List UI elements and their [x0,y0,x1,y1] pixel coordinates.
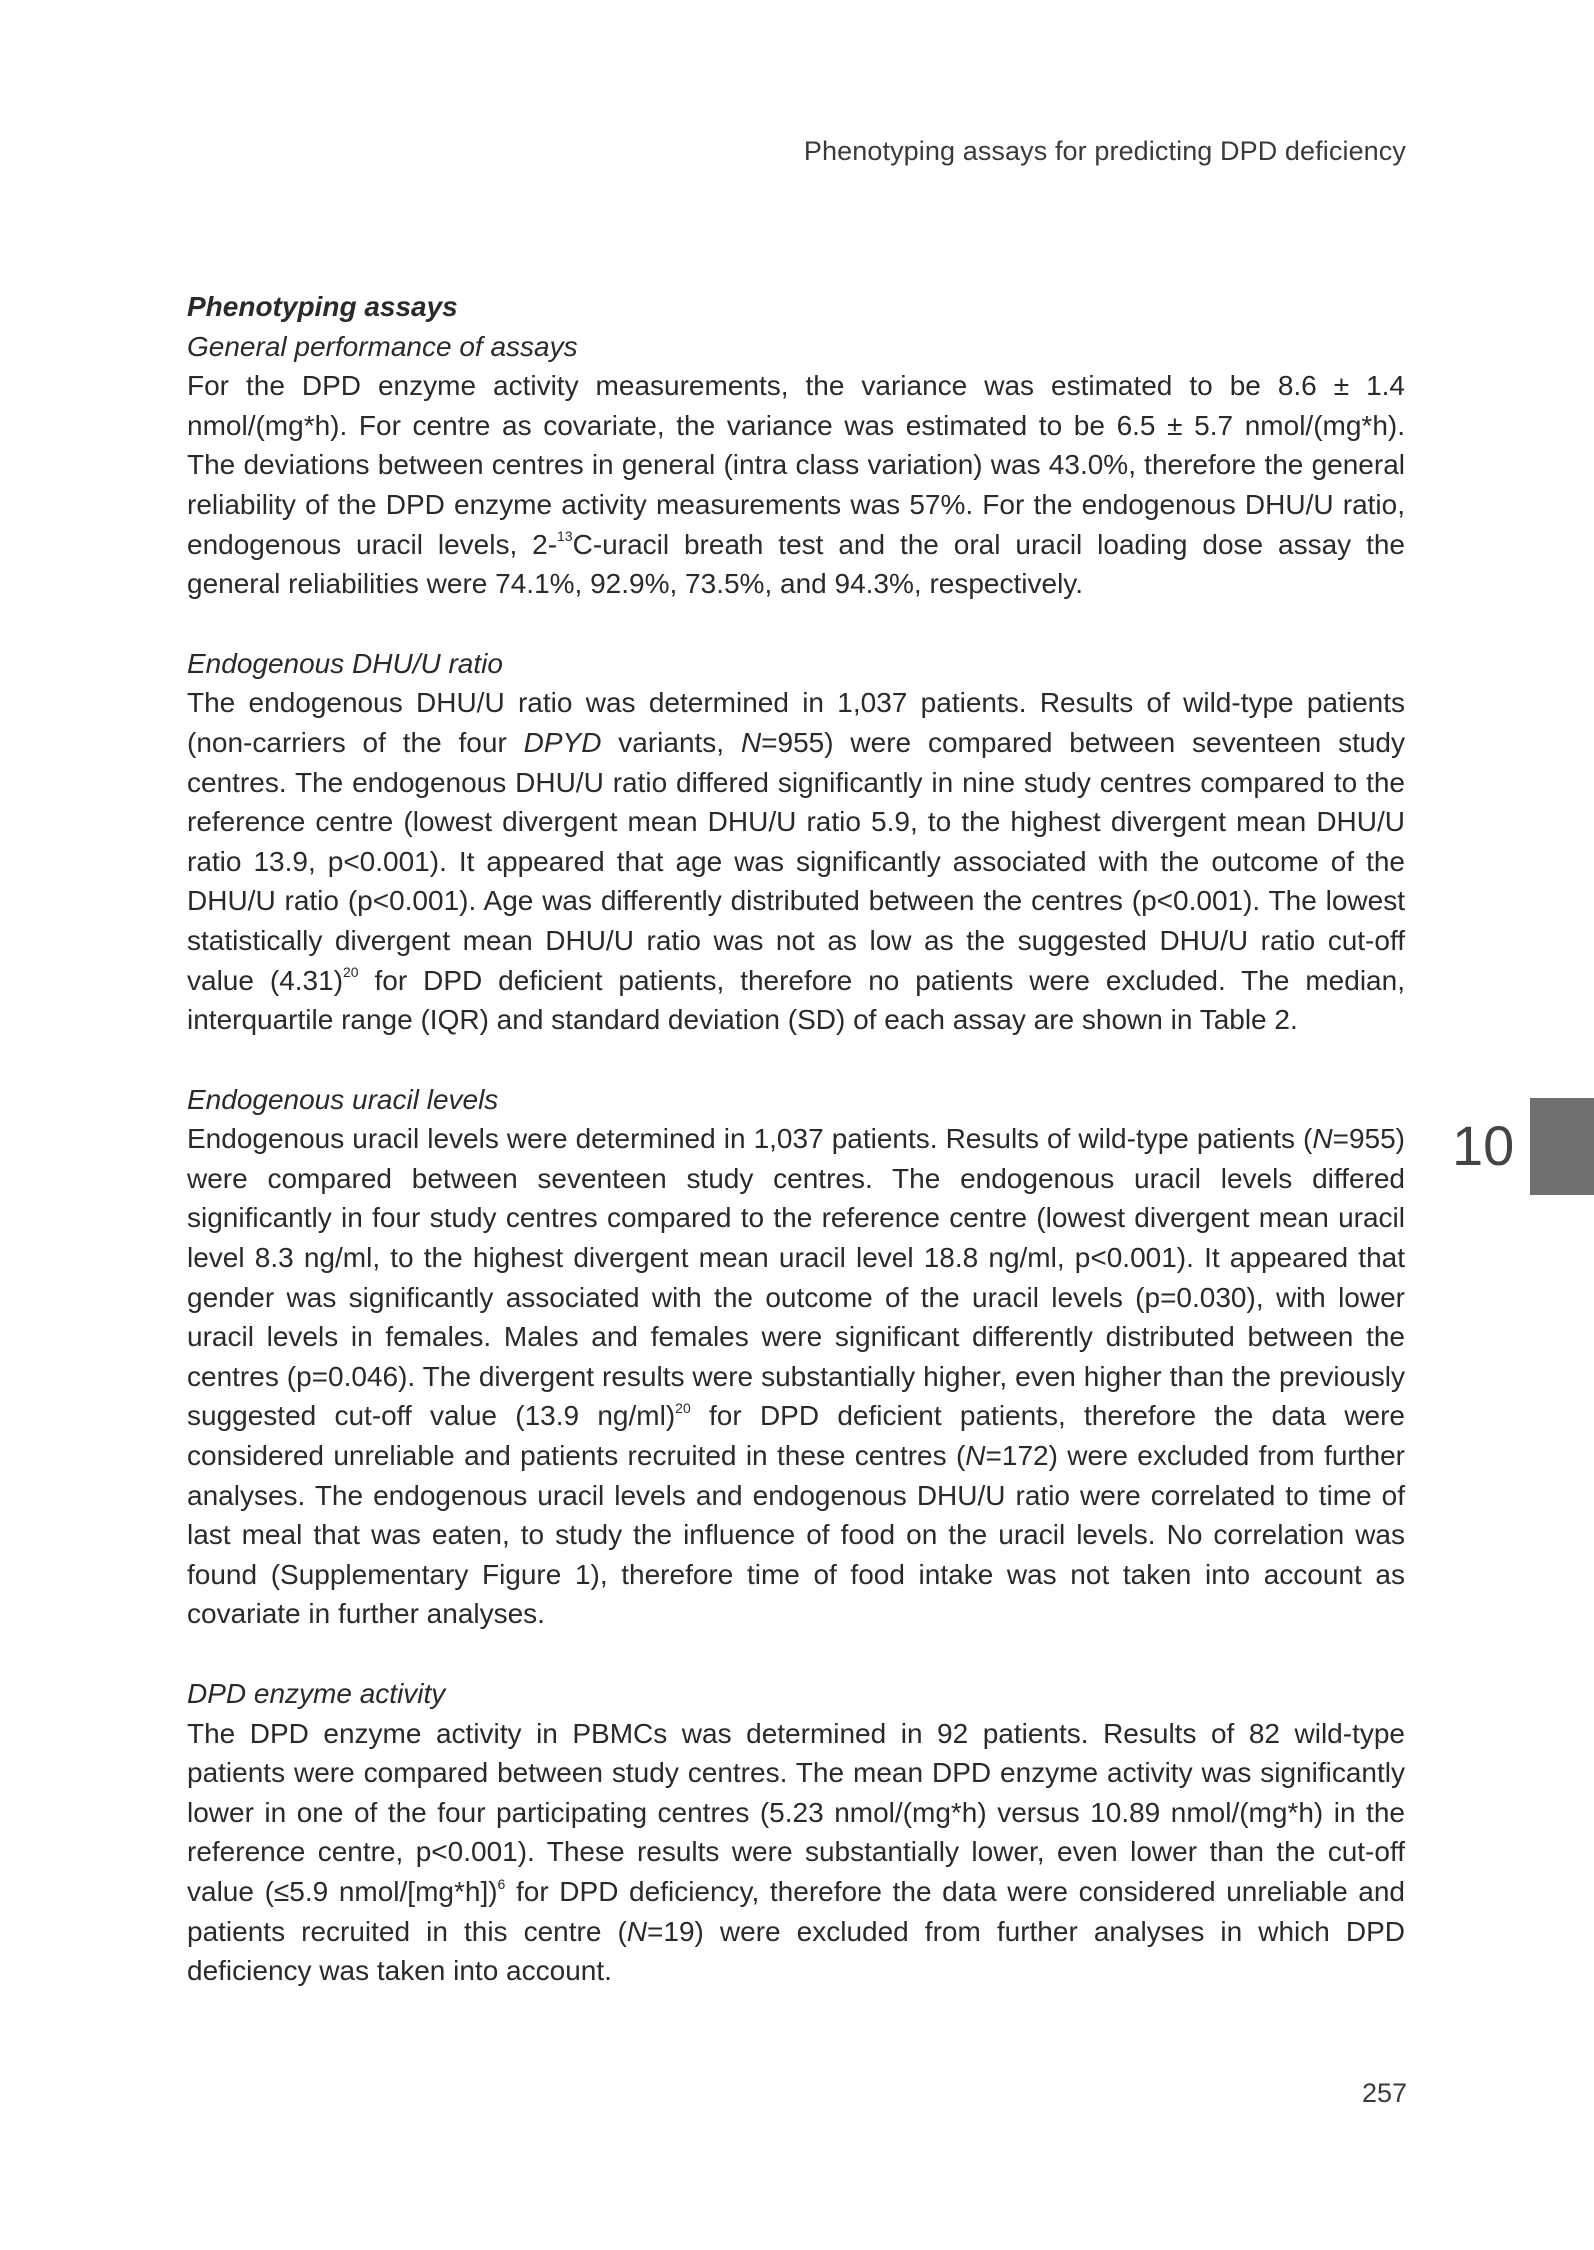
chapter-tab-marker [1530,1098,1594,1195]
subsection-title-uracil: Endogenous uracil levels [187,1083,499,1115]
page-number: 257 [1361,2078,1407,2108]
subsection-title-general: General performance of assays [187,330,578,362]
paragraph-uracil: Endogenous uracil levels were determined in 1,037 patients. Results of wild-type patients (N=955) were compared between seventeen study centres. The endogenous uracil levels differed significantly in four study centres compared to the reference centre (lowest divergent mean uracil level 8.3 ng/ml, to the highest divergent mean uracil level 18.8 ng/ml, p<0.001). It appeared that gender was significantly associated with the outcome of the uracil levels (p=0.030), with lower uracil levels in females. Males and females were significant differently distributed between the centres (p=0.046). The divergent results were substantially higher, even higher than the previously suggested cut-off value (13.9 ng/ml)$^{20}$ for DPD deficient patients, therefore the data were considered unreliable and patients recruited in these centres (N=172) were excluded from further analyses. The endogenous uracil levels and endogenous DHU/U ratio were correlated to time of last meal that was eaten, to study the influence of food on the uracil levels. No correlation was found (Supplementary Figure 1), therefore time of food intake was not taken into account as covariate in further analyses. [187,1123,1406,1630]
running-header: Phenotyping assays for predicting DPD deficiency [803,136,1406,166]
superscript: 13 [557,528,573,545]
subsection-title-dhu: Endogenous DHU/U ratio [187,647,503,679]
paragraph-dpd: The DPD enzyme activity in PBMCs was determined in 92 patients. Results of 82 wild-type patients were compared between study centres. The mean DPD enzyme activity was significantly lower in one of the four participating centres (5.23 nmol/(mg*h) versus 10.89 nmol/(mg*h) in the reference centre, p<0.001). These results were substantially lower, even lower than the cut-off value (≤5.9 nmol/[mg*h])$^6$ for DPD deficiency, therefore the data were considered unreliable and patients recruited in this centre (N=19) were excluded from further analyses in which DPD deficiency was taken into account. [187,1717,1406,1987]
paragraph-dhu: The endogenous DHU/U ratio was determined in 1,037 patients. Results of wild-type patients (non-carriers of the four DPYD variants, N=955) were compared between seventeen study centres. The endogenous DHU/U ratio differed significantly in nine study centres compared to the reference centre (lowest divergent mean DHU/U ratio 5.9, to the highest divergent mean DHU/U ratio 13.9, p<0.001). It appeared that age was significantly associated with the outcome of the DHU/U ratio (p<0.001). Age was differently distributed between the centres (p<0.001). The lowest statistically divergent mean DHU/U ratio was not as low as the suggested DHU/U ratio cut-off value $(4.31)^{20}$ for DPD deficient patients, therefore no patients were excluded. The median, interquartile range (IQR) and standard deviation (SD) of each assay are shown in Table 2. [187,687,1405,1036]
section-title: Phenotyping assays [187,291,458,322]
citation-superscript: 20 [675,1400,691,1417]
body-text [187,287,1405,1991]
citation-superscript: 20 [343,964,359,981]
subsection-title-dpd: DPD enzyme activity [187,1678,446,1709]
paragraph-general: For the DPD enzyme activity measurements, the variance was estimated to be 8.6 ± 1.4 nmol/(mg*h). For centre as covariate, the variance was estimated to be 6.5 ± 5.7 nmol/(mg*h). The deviations between centres in general (intra class variation) was 43.0%, therefore the general reliability of the DPD enzyme activity measurements was 57%. For the endogenous DHU/U ratio, endogenous uracil levels, 2-$^{13}$C-uracil breath test and the oral uracil loading dose assay the general reliabilities were 74.1%, 92.9%, 73.5%, and 94.3%, respectively. [187,370,1405,600]
citation-superscript: 6 [497,1875,506,1892]
chapter-number: 10 [1452,1114,1515,1177]
